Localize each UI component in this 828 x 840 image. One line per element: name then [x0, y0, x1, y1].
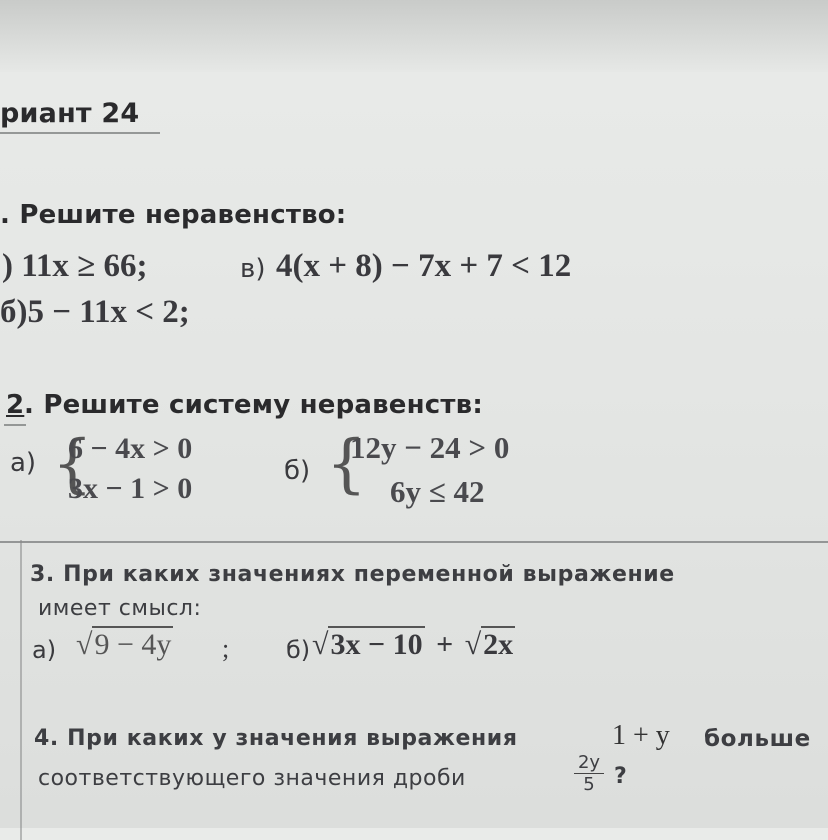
task2-b-line1: 12y − 24 > 0: [350, 430, 510, 465]
task4-more: больше: [704, 726, 811, 752]
task2-a-label: а): [10, 448, 37, 478]
section-divider: [0, 541, 828, 543]
task2-b-brace: {: [326, 427, 367, 501]
sqrt-sign-icon: √: [464, 628, 482, 661]
task1-heading: . Решите неравенство:: [0, 200, 347, 230]
task3-b-label: б): [286, 636, 311, 664]
task2-a-line1: 6 − 4x > 0: [68, 432, 193, 465]
sqrt-sign-icon: √: [312, 628, 329, 661]
task1-item-v: 4(x + 8) − 7x + 7 < 12: [276, 248, 572, 284]
task3-line1: 3. При каких значениях переменной выражение: [30, 562, 675, 587]
task3-b-expr2: 2x: [483, 628, 514, 661]
task4-frac-num: 2y: [574, 752, 604, 774]
task2-a-brace: {: [52, 427, 93, 501]
task4-frac-den: 5: [583, 774, 595, 795]
task2-number: 2: [6, 390, 25, 420]
title-underline: [0, 132, 160, 134]
task4-question-mark: ?: [614, 764, 628, 789]
left-border: [20, 540, 22, 840]
task3-b-expr1: 3x − 10: [330, 628, 423, 661]
task2-heading: . Решите систему неравенств:: [24, 390, 483, 420]
top-shadow: [0, 0, 828, 72]
task4-fraction: [574, 752, 604, 795]
task3-a-end: ;: [222, 634, 230, 663]
task2-rule: [4, 424, 26, 426]
sqrt-sign-icon: √: [76, 628, 93, 661]
task3-line2: имеет смысл:: [38, 596, 202, 621]
task3-b-plus: +: [436, 628, 454, 661]
task3-a-root: [76, 628, 173, 662]
task2-a-line2: 3x − 1 > 0: [68, 472, 193, 505]
task1-item-v-label: в): [240, 254, 266, 284]
task3-a-label: а): [32, 636, 57, 664]
variant-title: риант 24: [0, 98, 140, 129]
task1-item-a: ) 11x ≥ 66;: [2, 248, 148, 284]
task2-b-label: б): [284, 456, 311, 486]
task4-line1: 4. При каких у значения выражения: [34, 726, 518, 751]
task2-b-line2: 6y ≤ 42: [390, 474, 485, 509]
task4-line2: соответствующего значения дроби: [38, 766, 466, 791]
task3-b-root: [312, 628, 515, 662]
task4-expr: 1 + y: [612, 720, 670, 751]
task1-item-b: б)5 − 11x < 2;: [0, 294, 190, 330]
task3-a-expr: 9 − 4y: [94, 628, 172, 661]
